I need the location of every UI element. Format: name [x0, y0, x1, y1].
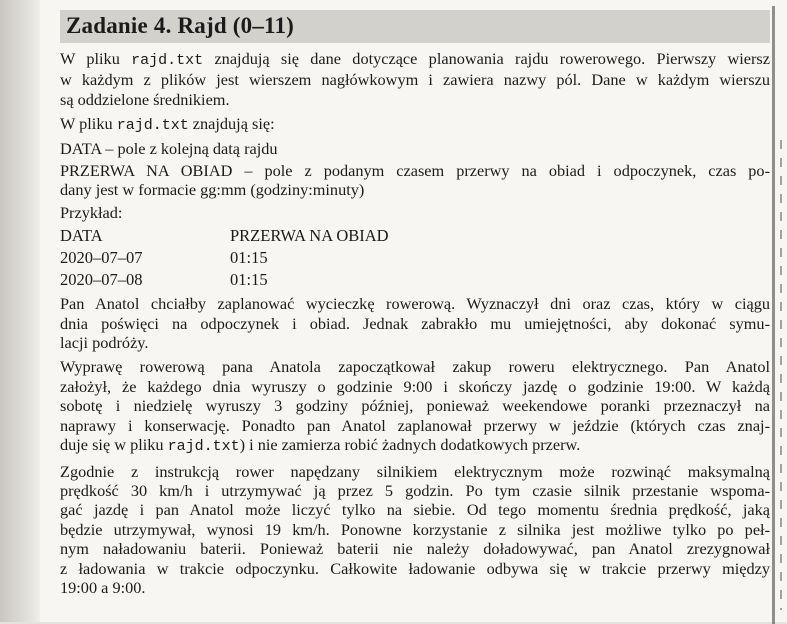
table-cell: 2020–07–08 [60, 270, 143, 290]
paragraph-plan [60, 294, 770, 352]
field-break-description [60, 161, 770, 200]
table-cell: 01:15 [230, 248, 268, 268]
text-span: znajdują się dane dotyczące planowania rajdu rowerowego. Pierwszy wiersz [203, 49, 770, 68]
column-header: DATA [60, 226, 103, 246]
text-line: założył, że każdego dnia wyruszy o godzinie 9:00 i skończy jazdę o godzinie 19:00. W każdą [60, 376, 770, 396]
task-content [60, 10, 770, 602]
example-table [60, 225, 770, 291]
paragraph-schedule [60, 357, 770, 456]
text-line: Wyprawę rowerową pana Anatola zapoczątkował zakup roweru elektrycznego. Pan Anatol [60, 357, 770, 377]
text-line [60, 49, 770, 70]
text-line: PRZERWA NA OBIAD – pole z podanym czasem przerwy na obiad i odpoczynek, czas po- [60, 161, 770, 181]
text-span: duje się w pliku [60, 435, 168, 455]
text-span: W pliku [60, 49, 132, 68]
intro-paragraph [60, 49, 770, 109]
filename: rajd.txt [167, 438, 240, 456]
text-line [60, 435, 770, 456]
paragraph-battery [60, 462, 770, 598]
table-cell: 2020–07–07 [60, 248, 143, 268]
text-span: ) i nie zamierza robić żadnych dodatkowych przerw. [239, 435, 581, 455]
text-line: z ładowania w trakcie odpoczynku. Całkowite ładowanie odbywa się w trakcie przerwy między [60, 558, 770, 578]
page-shadow [0, 0, 40, 622]
text-line: nym naładowaniu baterii. Ponieważ baterii nie należy doładowywać, pan Anatol zrezygnował [60, 539, 770, 559]
filename: rajd.txt [131, 52, 204, 69]
margin-rule [772, 6, 775, 624]
text-line: Zgodnie z instrukcją rower napędzany silnikiem elektrycznym może rozwinąć maksymalną [60, 461, 770, 481]
text-line: lacji podróży. [60, 333, 149, 353]
example-label: Przykład: [60, 202, 123, 222]
filename: rajd.txt [116, 117, 189, 135]
text-line: prędkość 30 km/h i utrzymywać ją przez 5 godzin. Po tym czasie silnik przestanie wspoma- [60, 480, 770, 500]
table-header-row [60, 225, 770, 247]
text-span: W pliku [60, 114, 117, 134]
column-header: PRZERWA NA OBIAD [230, 226, 389, 246]
text-line: dnia poświęci na odpoczynek i obiad. Jednak zabrakło mu umiejętności, aby dokonać symu- [60, 313, 770, 333]
task-title: Zadanie 4. Rajd (0–11) [66, 13, 295, 38]
table-row [60, 269, 770, 291]
text-line: naprawy i konserwację. Ponadto pan Anatol zaplanował przerwy w jeździe (których czas znaj- [60, 415, 770, 435]
table-row [60, 247, 770, 269]
text-line: 19:00 a 9:00. [60, 577, 146, 597]
text-line: są oddzielone średnikiem. [60, 89, 230, 109]
task-title-bar [60, 10, 770, 43]
table-cell: 01:15 [230, 270, 268, 290]
fields-intro [60, 114, 770, 135]
text-line: w każdym z plików jest wierszem nagłówkowym i zawiera nazwy pól. Dane w każdym wierszu [60, 70, 770, 90]
cut-line [780, 140, 782, 610]
text-line: sobotę i niedzielę wyruszy 3 godziny później, ponieważ weekendowe poranki przeznaczył na [60, 396, 770, 416]
text-line: będzie utrzymywał, wynosi 19 km/h. Ponowne korzystanie z silnika jest możliwe tylko po peł- [60, 519, 770, 539]
field-data-description: DATA – pole z kolejną datą rajdu [60, 138, 278, 158]
text-line: dany jest w formacie gg:mm (godziny:minuty) [60, 180, 365, 200]
text-line: gać jazdę i pan Anatol może liczyć tylko na siebie. Od tego momentu średnia prędkość, jaką [60, 500, 770, 520]
text-span: znajdują się: [188, 114, 275, 134]
text-line: Pan Anatol chciałby zaplanować wycieczkę rowerową. Wyznaczył dni oraz czas, który w ciągu [60, 294, 770, 314]
